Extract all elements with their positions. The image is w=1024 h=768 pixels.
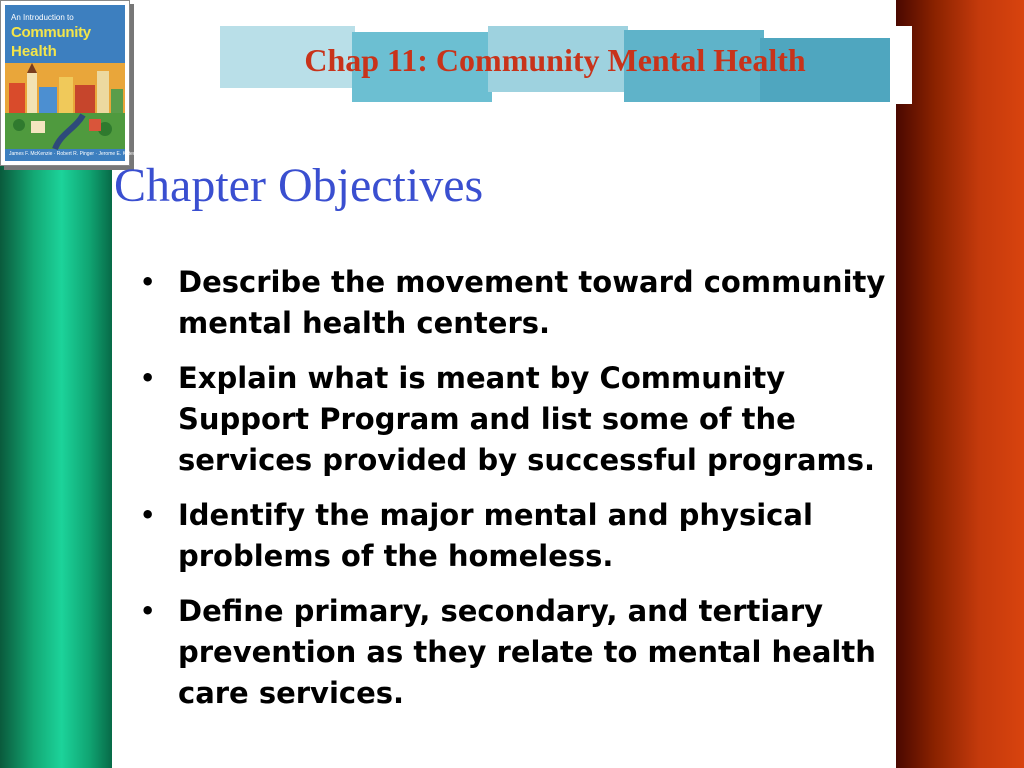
title-banner xyxy=(220,24,912,106)
objective-item xyxy=(140,591,900,714)
book-cover-title-line2: Health xyxy=(11,43,57,60)
bullet-icon: • xyxy=(140,597,156,625)
city-illustration xyxy=(5,63,125,149)
objective-item xyxy=(140,358,900,481)
book-cover-art xyxy=(5,5,140,161)
slide-header-title: Chap 11: Community Mental Health xyxy=(304,42,806,78)
slide-heading: Chapter Objectives xyxy=(114,159,484,212)
objective-item xyxy=(140,262,900,344)
book-cover-image xyxy=(0,0,140,166)
banner-edge xyxy=(890,26,912,104)
book-cover-authors: James F. McKenzie · Robert R. Pinger · Jerome E. Kotecki xyxy=(9,151,140,157)
objective-item xyxy=(140,495,900,577)
bullet-icon: • xyxy=(140,501,156,529)
objective-text: Explain what is meant by Community Support Program and list some of the services provided by successful programs. xyxy=(178,361,876,477)
objective-text: Define primary, secondary, and tertiary prevention as they relate to mental health care services. xyxy=(178,594,876,710)
book-cover-title-line1: Community xyxy=(11,24,91,41)
objective-text: Identify the major mental and physical problems of the homeless. xyxy=(178,498,813,573)
bullet-icon: • xyxy=(140,268,156,296)
objectives-list xyxy=(140,262,900,728)
book-cover-subtitle: An Introduction to xyxy=(11,13,74,22)
objective-text: Describe the movement toward community mental health centers. xyxy=(178,265,886,340)
bullet-icon: • xyxy=(140,364,156,392)
right-rust-band xyxy=(896,0,1024,768)
